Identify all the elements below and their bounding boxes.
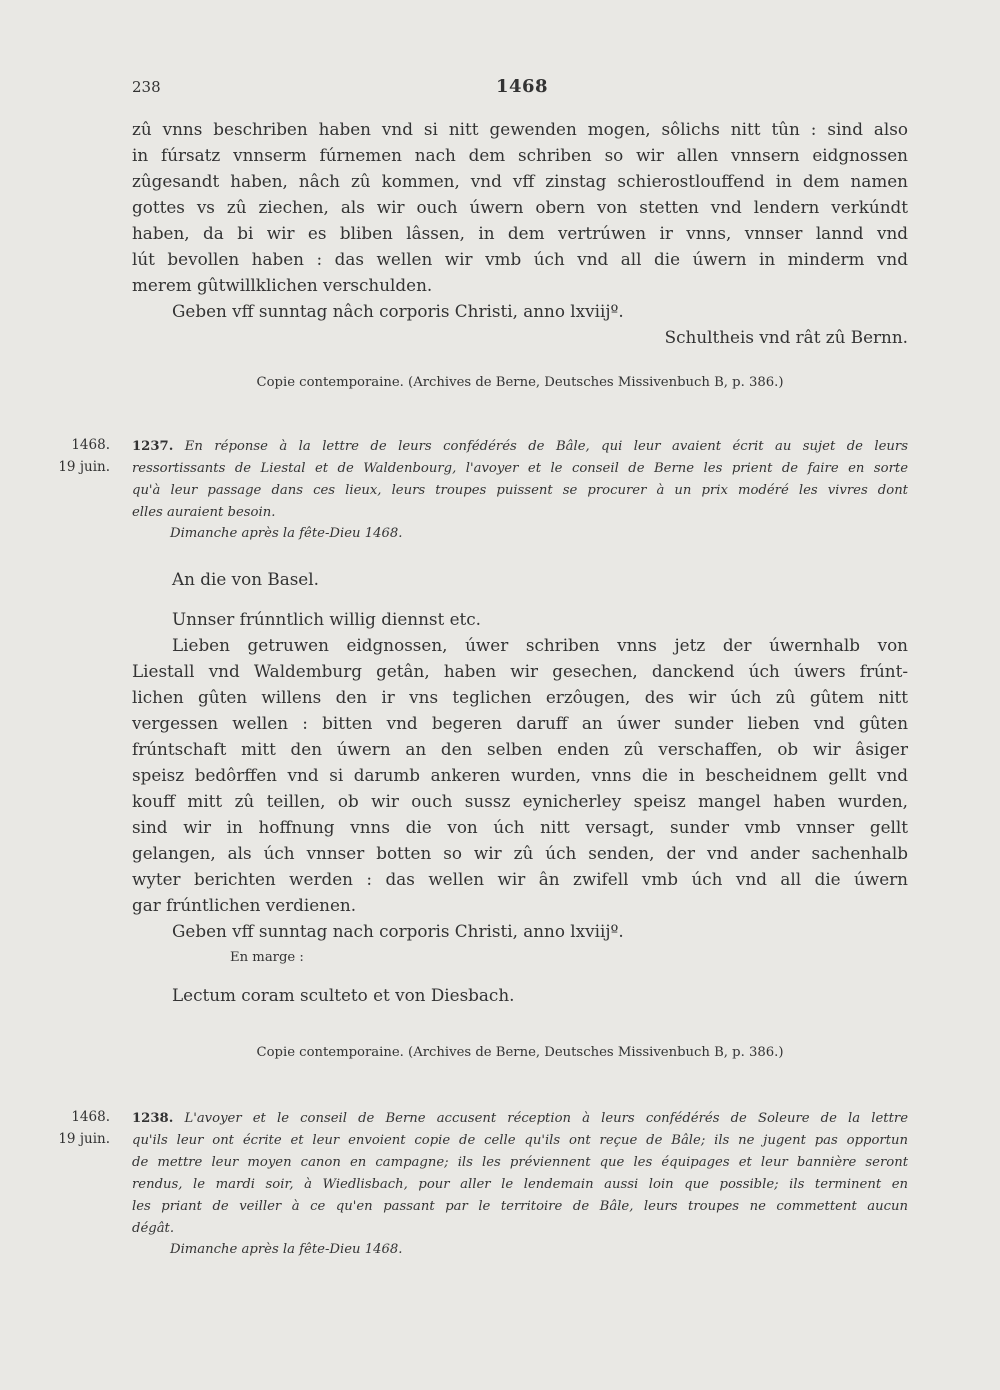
- text-line: frúntschaft mitt den úwern an den selben enden zû verschaffen, ob wir âsiger: [132, 739, 908, 759]
- text-line: lút bevollen haben : das wellen wir vmb úch vnd all die úwern in minderm vnd: [132, 249, 908, 269]
- regest-1238: [132, 1108, 908, 1260]
- regest-line: rendus, le mardi soir, à Wiedlisbach, pour aller le lendemain aussi loin que possible; ils terminent en: [132, 1177, 908, 1192]
- text-line: Lieben getruwen eidgnossen, úwer schriben vnns jetz der úwernhalb von: [172, 635, 908, 655]
- regest-line: elles auraient besoin.: [132, 505, 276, 520]
- regest-line: 1237. En réponse à la lettre de leurs confédérés de Bâle, qui leur avaient écrit au sujet de leurs: [132, 439, 908, 454]
- text-line: sind wir in hoffnung vnns die von úch nitt versagt, sunder vmb vnnser gellt: [132, 817, 908, 837]
- page-header: [132, 78, 912, 102]
- text-line: in fúrsatz vnnserm fúrnemen nach dem schriben so wir allen vnnsern eidgnossen: [132, 145, 908, 165]
- text-line: lichen gûten willens den ir vns teglichen erzôugen, des wir úch zû gûtem nitt: [132, 687, 908, 707]
- margin-day: 19 juin.: [58, 1131, 110, 1147]
- signature: Schultheis vnd rât zû Bernn.: [664, 327, 908, 347]
- entry-number: 1238.: [132, 1111, 174, 1126]
- entry-number: 1237.: [132, 439, 174, 454]
- margin-note-label: En marge :: [230, 950, 304, 965]
- text-line: haben, da bi wir es bliben lâssen, in dem vertrúwen ir vnns, vnnser lannd vnd: [132, 223, 908, 243]
- greeting: Unnser frúnntlich willig diennst etc.: [172, 609, 481, 629]
- margin-date: [40, 434, 110, 478]
- text-line: gottes vs zû ziechen, als wir ouch úwern obern von stetten vnd lendern verkúndt: [132, 197, 908, 217]
- margin-date: [40, 1106, 110, 1150]
- closing-formula: Geben vff sunntag nâch corporis Christi, anno lxviijº.: [172, 301, 624, 321]
- regest-line: ressortissants de Liestal et de Waldenbourg, l'avoyer et le conseil de Berne les prient de faire en sorte: [132, 461, 908, 476]
- text-line: kouff mitt zû teillen, ob wir ouch sussz eynicherley speisz mangel haben wurden,: [132, 791, 908, 811]
- text-line: zûgesandt haben, nâch zû kommen, vnd vff zinstag schierostlouffend in dem namen: [132, 171, 908, 191]
- letter-1237: [132, 566, 908, 1008]
- text-line: vergessen wellen : bitten vnd begeren daruff an úwer sunder lieben vnd gûten: [132, 713, 908, 733]
- closing-formula: Geben vff sunntag nach corporis Christi, anno lxviijº.: [172, 921, 624, 941]
- regest-line: les priant de veiller à ce qu'en passant par le territoire de Bâle, leurs troupes ne commettent aucun: [132, 1199, 908, 1214]
- regest-line: qu'ils leur ont écrite et leur envoient copie de celle qu'ils ont reçue de Bâle; ils ne jugent pas opportun: [132, 1133, 908, 1148]
- letter-continuation: [132, 116, 908, 350]
- text-line: gar frúntlichen verdienen.: [132, 895, 357, 915]
- text-line: speisz bedôrffen vnd si darumb ankeren wurden, vnns die in bescheidnem gellt vnd: [132, 765, 908, 785]
- address: An die von Basel.: [172, 569, 319, 589]
- regest-line: qu'à leur passage dans ces lieux, leurs troupes puissent se procurer à un prix modéré les vivres dont: [132, 483, 908, 498]
- margin-year: 1468.: [71, 437, 110, 453]
- margin-note-text: Lectum coram sculteto et von Diesbach.: [172, 985, 515, 1005]
- text-line: merem gûtwillklichen verschulden.: [132, 275, 433, 295]
- regest-line: dégât.: [132, 1221, 175, 1236]
- running-head-year: 1468: [495, 76, 549, 97]
- margin-day: 19 juin.: [58, 459, 110, 475]
- date-line: Dimanche après la fête-Dieu 1468.: [170, 526, 403, 541]
- text-line: zû vnns beschriben haben vnd si nitt gewenden mogen, sôlichs nitt tûn : sind also: [132, 119, 908, 139]
- source-note: Copie contemporaine. (Archives de Berne, Deutsches Missivenbuch B, p. 386.): [256, 375, 784, 390]
- date-line: Dimanche après la fête-Dieu 1468.: [170, 1242, 403, 1257]
- page-number: 238: [132, 78, 161, 96]
- text-line: Liestall vnd Waldemburg getân, haben wir gesechen, danckend úch úwers frúnt-: [132, 661, 908, 681]
- text-line: wyter berichten werden : das wellen wir ân zwifell vmb úch vnd all die úwern: [132, 869, 908, 889]
- margin-year: 1468.: [71, 1109, 110, 1125]
- regest-1237: [132, 436, 908, 544]
- source-note: Copie contemporaine. (Archives de Berne, Deutsches Missivenbuch B, p. 386.): [256, 1045, 784, 1060]
- regest-line: 1238. L'avoyer et le conseil de Berne accusent réception à leurs confédérés de Soleure de la lettre: [132, 1111, 908, 1126]
- text-line: gelangen, als úch vnnser botten so wir zû úch senden, der vnd ander sachenhalb: [132, 843, 908, 863]
- regest-line: de mettre leur moyen canon en campagne; ils les préviennent que les équipages et leur bannière seront: [132, 1155, 908, 1170]
